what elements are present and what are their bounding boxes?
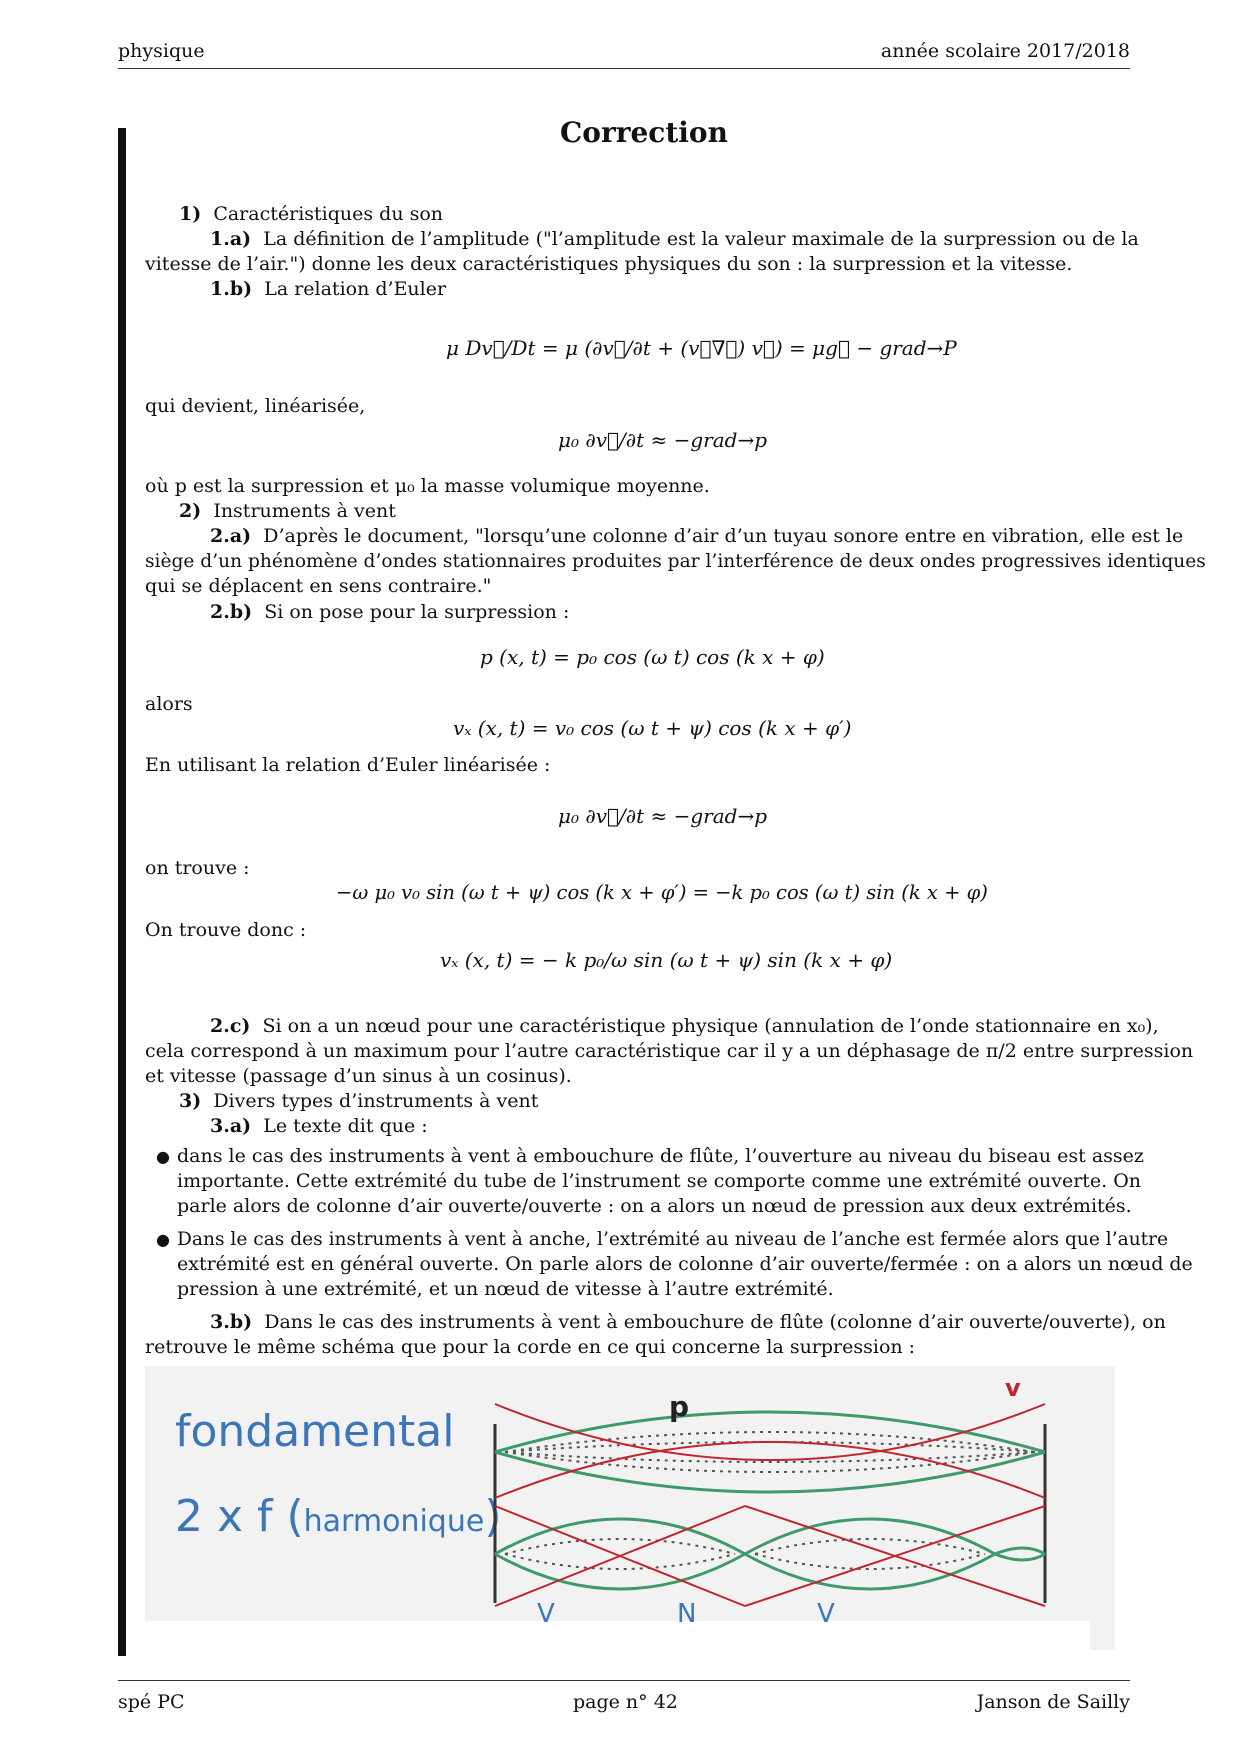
- text-linearisee: qui devient, linéarisée,: [145, 395, 366, 417]
- section-2c-line2: cela correspond à un maximum pour l’autre caractéristique car il y a un déphasage de π/2 entre surpression: [145, 1040, 1194, 1062]
- label-p: p: [669, 1390, 690, 1423]
- equation-euler: μ Dv⃗/Dt = μ (∂v⃗/∂t + (v⃗∇⃗) v⃗) = μg⃗ − grad→P: [446, 336, 957, 360]
- footer-school: Janson de Sailly: [976, 1691, 1130, 1713]
- header-year: année scolaire 2017/2018: [880, 40, 1130, 62]
- footer-page-number: page n° 42: [573, 1691, 678, 1713]
- footer-class: spé PC: [118, 1691, 185, 1713]
- section-2a-line3: qui se déplacent en sens contraire.": [145, 575, 492, 597]
- equation-trouve: −ω μ₀ v₀ sin (ω t + ψ) cos (k x + φ′) = −k p₀ cos (ω t) sin (k x + φ): [336, 881, 988, 904]
- text-euler: En utilisant la relation d’Euler linéarisée :: [145, 754, 551, 776]
- section-3a: 3.a) Le texte dit que :: [210, 1115, 428, 1137]
- bullet-dot: ●: [156, 1147, 170, 1166]
- wave-dotted-lines: [505, 1432, 1035, 1569]
- text-ou: où p est la surpression et μ₀ la masse volumique moyenne.: [145, 475, 710, 497]
- equation-donc: vₓ (x, t) = − k p₀/ω sin (ω t + ψ) sin (k x + φ): [440, 948, 893, 972]
- equation-v: vₓ (x, t) = v₀ cos (ω t + ψ) cos (k x + φ′): [453, 716, 852, 740]
- section-1a-line2: vitesse de l’air.") donne les deux caractéristiques physiques du son : la surpression et la vitesse.: [145, 253, 1073, 275]
- bullet-1-line1: dans le cas des instruments à vent à embouchure de flûte, l’ouverture au niveau du biseau est assez: [177, 1145, 1144, 1167]
- section-2: 2) Instruments à vent: [179, 500, 396, 522]
- section-3b-line2: retrouve le même schéma que pour la corde en ce qui concerne la surpression :: [145, 1336, 916, 1358]
- bullet-2-line1: Dans le cas des instruments à vent à anche, l’extrémité au niveau de l’anche est fermée alors que l’autre: [177, 1229, 1169, 1250]
- section-2c: 2.c) Si on a un nœud pour une caractéristique physique (annulation de l’onde stationnaire en x₀),: [210, 1015, 1159, 1037]
- section-2c-line3: et vitesse (passage d’un sinus à un cosinus).: [145, 1065, 572, 1087]
- text-alors: alors: [145, 693, 193, 715]
- bullet-1-line2: importante. Cette extrémité du tube de l’instrument se comporte comme une extrémité ouverte. On: [177, 1170, 1142, 1192]
- section-1: 1) Caractéristiques du son: [179, 203, 444, 225]
- page-footer: [118, 1680, 1130, 1721]
- bullet-2-line3: pression à une extrémité, et un nœud de vitesse à l’autre extrémité.: [177, 1278, 834, 1300]
- section-2b: 2.b) Si on pose pour la surpression :: [210, 601, 570, 623]
- bullet-2-line2: extrémité est en général ouverte. On parle alors de colonne d’air ouverte/fermée : on a alors un nœud de: [177, 1253, 1193, 1275]
- equation-linearisee-2: μ₀ ∂v⃗/∂t ≈ −grad→p: [558, 804, 768, 828]
- velocity-lines: [495, 1404, 1045, 1606]
- label-V-left: V: [537, 1599, 555, 1629]
- figure-label-fondamental: fondamental: [175, 1406, 455, 1457]
- section-3: 3) Divers types d’instruments à vent: [179, 1090, 539, 1112]
- section-1a: 1.a) La définition de l’amplitude ("l’amplitude est la valeur maximale de la surpression ou de la: [210, 228, 1139, 250]
- label-N: N: [677, 1599, 697, 1629]
- standing-wave-figure: [145, 1366, 1115, 1650]
- section-1b: 1.b) La relation d’Euler: [210, 278, 447, 300]
- figure-label-harmonique: 2 x f (harmonique): [175, 1491, 502, 1542]
- section-2a: 2.a) D’après le document, "lorsqu’une colonne d’air d’un tuyau sonore entre en vibration, elle est le: [210, 525, 1184, 547]
- label-V-right: V: [817, 1599, 835, 1629]
- equation-linearisee: μ₀ ∂v⃗/∂t ≈ −grad→p: [558, 428, 768, 452]
- text-donc: On trouve donc :: [145, 919, 307, 941]
- section-2a-line2: siège d’un phénomène d’ondes stationnaires produites par l’interférence de deux ondes progressives identiques: [145, 551, 1206, 572]
- margin-bar: [118, 128, 126, 1656]
- standing-wave-diagram: [145, 1366, 1115, 1650]
- text-trouve: on trouve :: [145, 857, 250, 879]
- equation-p: p (x, t) = p₀ cos (ω t) cos (k x + φ): [480, 645, 825, 669]
- header-subject: physique: [118, 40, 205, 62]
- bullet-dot: ●: [156, 1230, 170, 1249]
- section-3b: 3.b) Dans le cas des instruments à vent à embouchure de flûte (colonne d’air ouverte/ouverte), on: [210, 1311, 1166, 1333]
- label-v: v: [1005, 1374, 1021, 1402]
- page-title: Correction: [560, 116, 728, 149]
- page-header: [118, 40, 1130, 69]
- figure-blank-band: [145, 1621, 1090, 1650]
- pressure-envelope: [495, 1412, 1045, 1589]
- bullet-1-line3: parle alors de colonne d’air ouverte/ouverte : on a alors un nœud de pression aux deux extrémités.: [177, 1195, 1132, 1217]
